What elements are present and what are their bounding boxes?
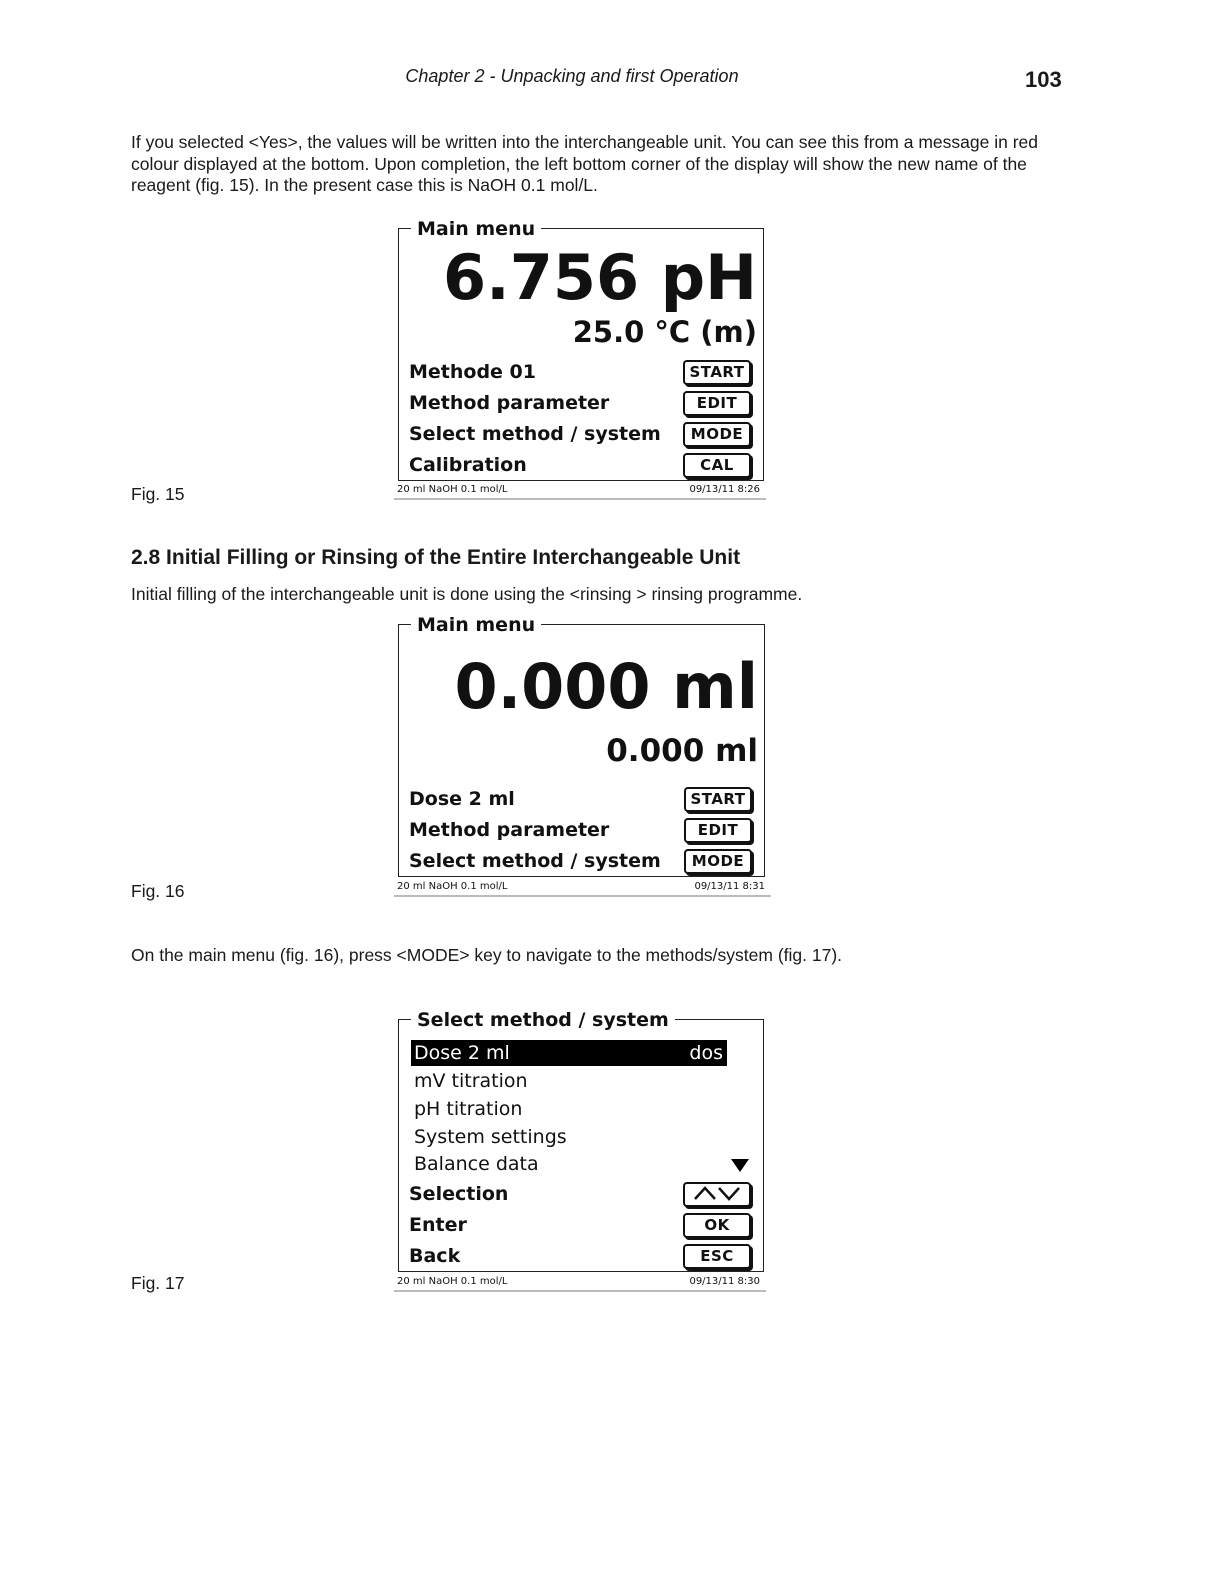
timestamp: 09/13/11 8:26 xyxy=(689,484,760,495)
fig17-row-label: Back xyxy=(409,1245,461,1267)
section-heading: 2.8 Initial Filling or Rinsing of the Entire Interchangeable Unit xyxy=(131,546,741,569)
fig16-sub-volume-reading: 0.000 ml xyxy=(606,733,758,769)
fig15-row-label: Method parameter xyxy=(409,392,610,414)
fig17-menu-title: Select method / system xyxy=(411,1010,675,1030)
fig16-menu-row xyxy=(409,848,752,874)
mode-key[interactable]: MODE xyxy=(684,849,752,874)
edit-key[interactable]: EDIT xyxy=(684,818,752,843)
method-list-item[interactable] xyxy=(411,1040,727,1066)
fig16-row-label: Method parameter xyxy=(409,819,610,841)
fig17-menu-row xyxy=(409,1243,751,1269)
fig15-row-label: Calibration xyxy=(409,454,527,476)
method-list-item[interactable] xyxy=(411,1068,727,1094)
fig17-menu-row xyxy=(409,1212,751,1238)
fig15-ph-reading: 6.756 pH xyxy=(443,241,757,314)
method-code: dos xyxy=(689,1042,723,1064)
method-name: pH titration xyxy=(414,1098,523,1120)
fig15-label: Fig. 15 xyxy=(131,484,185,504)
fig16-row-label: Select method / system xyxy=(409,850,661,872)
timestamp: 09/13/11 8:30 xyxy=(689,1276,760,1287)
start-key[interactable]: START xyxy=(684,787,752,812)
fig16-label: Fig. 16 xyxy=(131,881,185,901)
method-name: Dose 2 ml xyxy=(414,1042,510,1064)
mode-key[interactable]: MODE xyxy=(683,422,751,447)
fig17-screen xyxy=(398,1009,764,1272)
fig15-row-label: Methode 01 xyxy=(409,361,536,383)
fig15-temperature-reading: 25.0 °C (m) xyxy=(572,315,757,349)
method-name: Balance data xyxy=(414,1153,539,1175)
cal-key[interactable]: CAL xyxy=(683,453,751,478)
fig16-screen xyxy=(398,614,765,877)
fig16-volume-reading: 0.000 ml xyxy=(454,650,758,723)
page-number: 103 xyxy=(1025,67,1062,92)
fig17-status-bar xyxy=(394,1274,766,1292)
fig15-status-bar xyxy=(394,482,766,500)
fig16-menu-title: Main menu xyxy=(411,615,541,635)
fig16-menu-row xyxy=(409,786,752,812)
reagent-name: 20 ml NaOH 0.1 mol/L xyxy=(397,484,508,495)
fig15-menu-row xyxy=(409,390,751,416)
fig15-menu-title: Main menu xyxy=(411,219,541,239)
selection-arrow-key[interactable] xyxy=(683,1182,751,1207)
fig16-row-label: Dose 2 ml xyxy=(409,788,515,810)
esc-key[interactable]: ESC xyxy=(683,1244,751,1269)
method-list-item[interactable] xyxy=(411,1124,727,1150)
method-name: System settings xyxy=(414,1126,567,1148)
fig15-menu-row xyxy=(409,421,751,447)
reagent-name: 20 ml NaOH 0.1 mol/L xyxy=(397,1276,508,1287)
timestamp: 09/13/11 8:31 xyxy=(694,881,765,892)
start-key[interactable]: START xyxy=(683,360,751,385)
method-list-item[interactable] xyxy=(411,1151,727,1177)
method-list-item[interactable] xyxy=(411,1096,727,1122)
fig17-row-label: Enter xyxy=(409,1214,467,1236)
method-name: mV titration xyxy=(414,1070,528,1092)
fig17-label: Fig. 17 xyxy=(131,1273,185,1293)
edit-key[interactable]: EDIT xyxy=(683,391,751,416)
fig15-row-label: Select method / system xyxy=(409,423,661,445)
up-down-arrows-icon xyxy=(689,1184,745,1203)
fig15-screen xyxy=(398,218,764,481)
fig15-menu-row xyxy=(409,452,751,478)
section-paragraph: Initial filling of the interchangeable unit is done using the <rinsing > rinsing programme. xyxy=(131,584,803,604)
fig16-status-bar xyxy=(394,879,771,897)
chapter-title: Chapter 2 - Unpacking and first Operation xyxy=(405,66,739,86)
fig15-menu-row xyxy=(409,359,751,385)
intro-paragraph: If you selected <Yes>, the values will be written into the interchangeable unit. You can see this from a message in red colour displayed at the bottom. Upon completion, the left bottom corner of the display will show the new name of the reagent (fig. 15). In the present case this is NaOH 0.1 mol/L. xyxy=(131,132,1038,195)
fig16-menu-row xyxy=(409,817,752,843)
mode-paragraph: On the main menu (fig. 16), press <MODE> key to navigate to the methods/system (fig. 17). xyxy=(131,945,843,965)
reagent-name: 20 ml NaOH 0.1 mol/L xyxy=(397,881,508,892)
fig17-menu-row xyxy=(409,1181,751,1207)
scroll-down-icon[interactable] xyxy=(731,1159,749,1172)
ok-key[interactable]: OK xyxy=(683,1213,751,1238)
fig17-row-label: Selection xyxy=(409,1183,509,1205)
